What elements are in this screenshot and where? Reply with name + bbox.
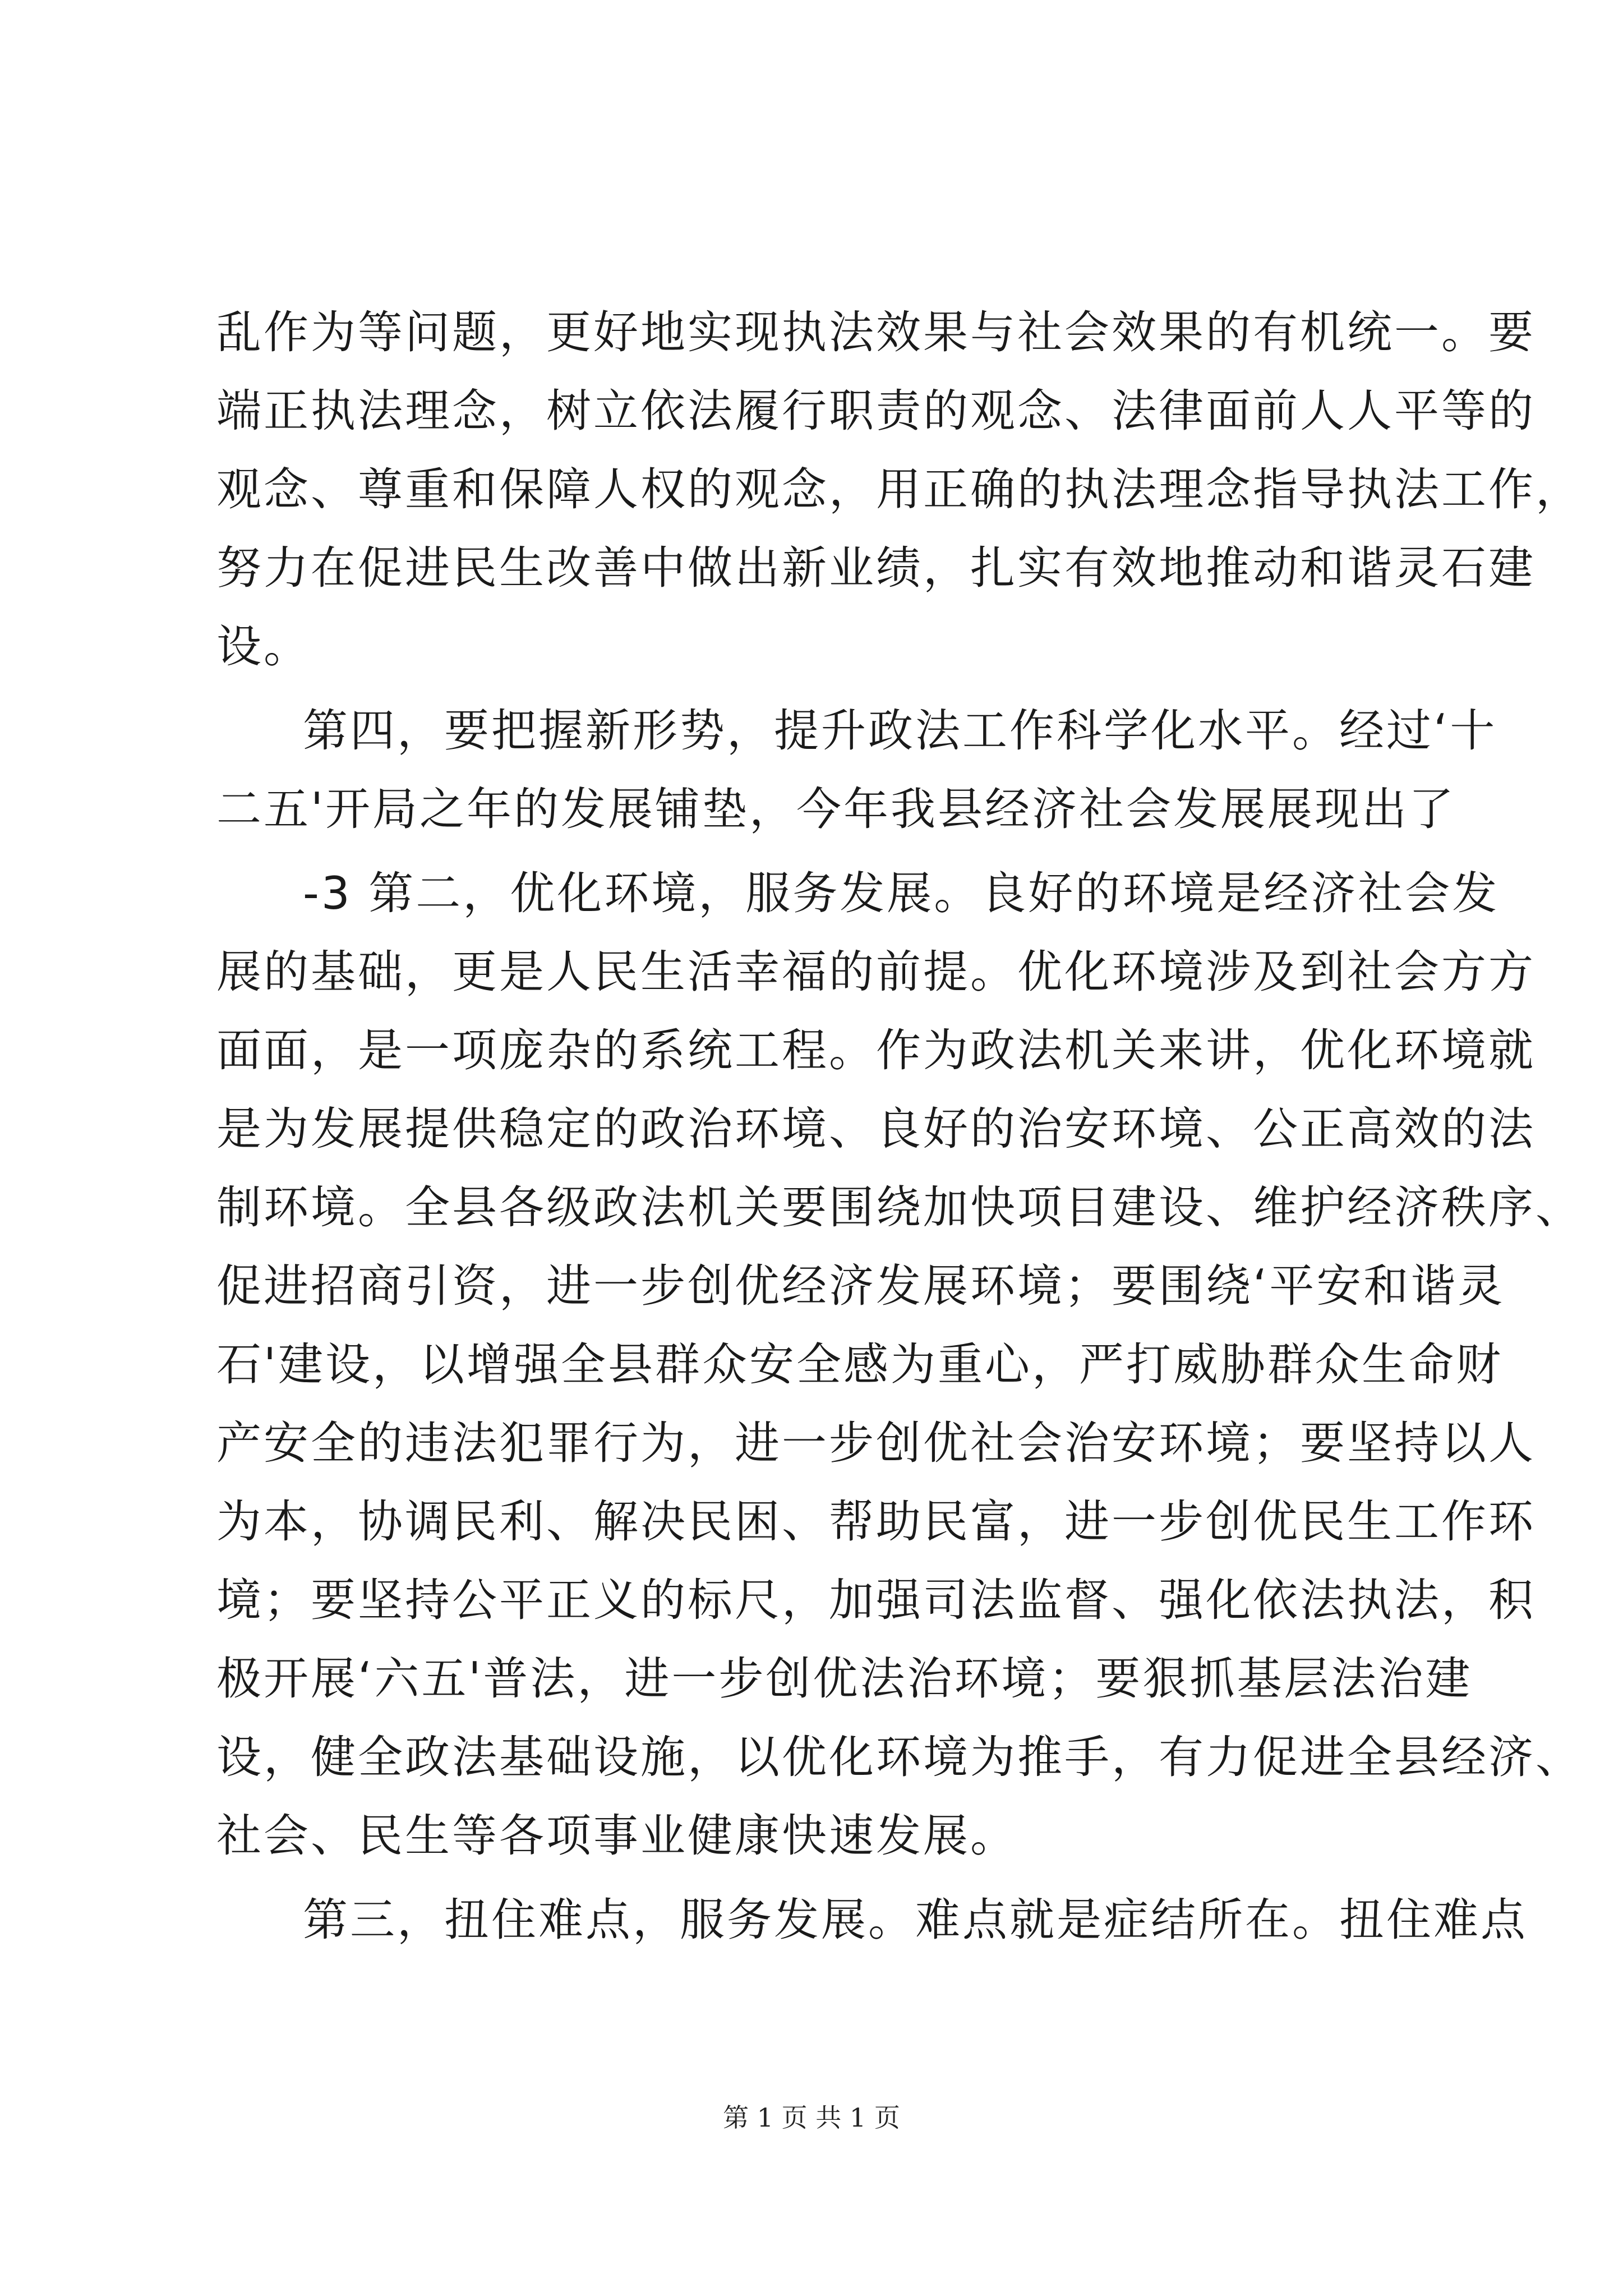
text-line-4: 努力在促进民生改善中做出新业绩，扎实有效地推动和谐灵石建 bbox=[216, 542, 1536, 594]
paragraph-start-line-8: -3 第二，优化环境，服务发展。良好的环境是经济社会发 bbox=[303, 867, 1500, 919]
text-line-14: 石'建设，以增强全县群众安全感为重心，严打威胁群众生命财 bbox=[216, 1338, 1503, 1391]
text-line-5: 设。 bbox=[216, 620, 311, 673]
paragraph-start-line-21: 第三，扭住难点，服务发展。难点就是症结所在。扭住难点 bbox=[303, 1894, 1528, 1946]
text-line-15: 产安全的违法犯罪行为，进一步创优社会治安环境；要坚持以人 bbox=[216, 1417, 1536, 1469]
text-line-1: 乱作为等问题，更好地实现执法效果与社会效果的有机统一。要 bbox=[216, 306, 1536, 358]
paragraph-start-line-6: 第四，要把握新形势，提升政法工作科学化水平。经过‘十 bbox=[303, 705, 1497, 757]
text-line-11: 是为发展提供稳定的政治环境、良好的治安环境、公正高效的法 bbox=[216, 1103, 1536, 1155]
text-line-2: 端正执法理念，树立依法履行职责的观念、法律面前人人平等的 bbox=[216, 385, 1536, 437]
page-footer: 第 1 页 共 1 页 bbox=[723, 2102, 900, 2133]
text-line-3: 观念、尊重和保障人权的观念，用正确的执法理念指导执法工作， bbox=[216, 463, 1583, 516]
text-line-20: 社会、民生等各项事业健康快速发展。 bbox=[216, 1810, 1017, 1862]
text-line-7: 二五'开局之年的发展铺垫，今年我县经济社会发展展现出了 bbox=[216, 783, 1456, 835]
text-line-17: 境；要坚持公平正义的标尺，加强司法监督、强化依法执法，积 bbox=[216, 1574, 1536, 1626]
text-line-10: 面面，是一项庞杂的系统工程。作为政法机关来讲，优化环境就 bbox=[216, 1024, 1536, 1076]
text-line-12: 制环境。全县各级政法机关要围绕加快项目建设、维护经济秩序、 bbox=[216, 1181, 1583, 1234]
text-line-13: 促进招商引资，进一步创优经济发展环境；要围绕‘平安和谐灵 bbox=[216, 1260, 1505, 1312]
text-line-9: 展的基础，更是人民生活幸福的前提。优化环境涉及到社会方方 bbox=[216, 946, 1536, 998]
text-line-16: 为本，协调民利、解决民困、帮助民富，进一步创优民生工作环 bbox=[216, 1496, 1536, 1548]
text-line-18: 极开展‘六五'普法，进一步创优法治环境；要狠抓基层法治建 bbox=[216, 1653, 1473, 1705]
text-line-19: 设，健全政法基础设施，以优化环境为推手，有力促进全县经济、 bbox=[216, 1731, 1583, 1783]
